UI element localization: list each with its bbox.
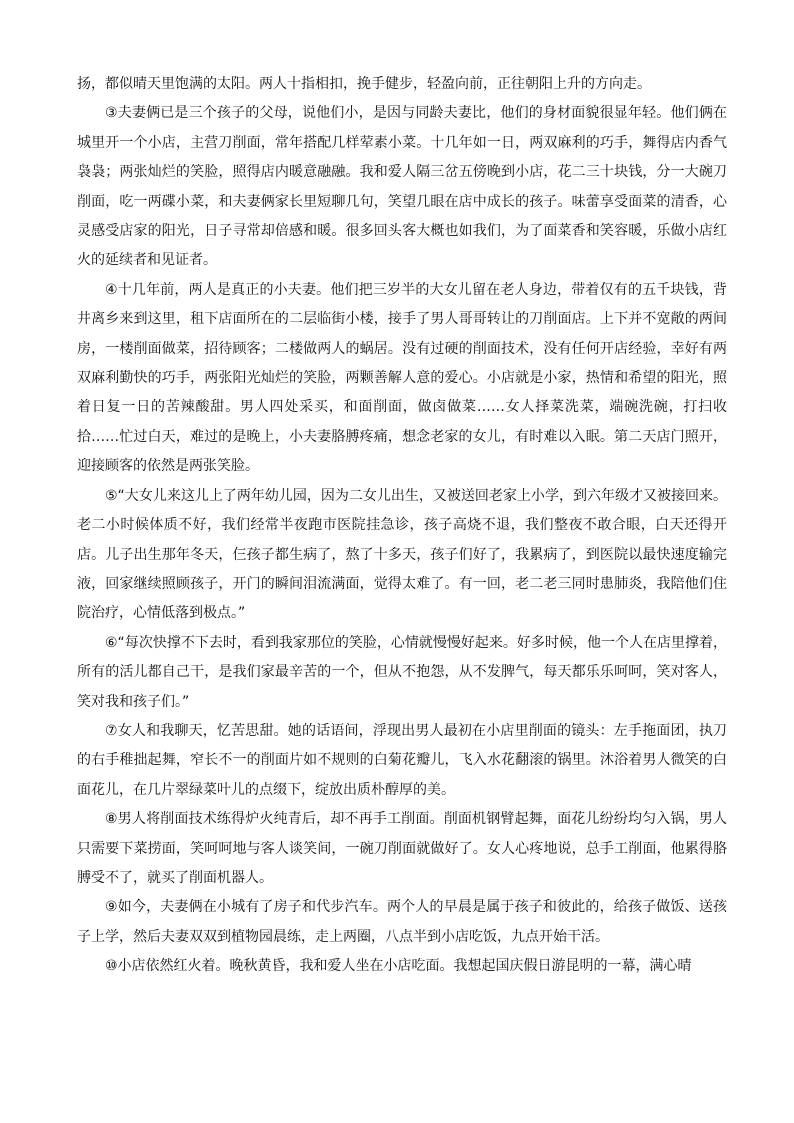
paragraph-continued: 扬，都似晴天里饱满的太阳。两人十指相扣，挽手健步，轻盈向前，正往朝阳上升的方向走。	[77, 76, 651, 92]
paragraph-4: ④十几年前，两人是真正的小夫妻。他们把三岁半的大女儿留在老人身边，带着仅有的五千块钱，背井离乡来到这里，租下店面所在的二层临街小楼，接手了男人哥哥转让的刀削面店。上下并不宽敞的两间房，一楼削面做菜，招待顾客；二楼做两人的蜗居。没有过硬的削面技术，没有任何开店经验，幸好有两双麻利勤快的巧手，两张阳光灿烂的笑脸，两颗善解人意的爱心。小店就是小家，热情和希望的阳光，照着日复一日的苦辣酸甜。男人四处采买，和面削面，做卤做菜……女人择菜洗菜，端碗洗碗，打扫收拾……忙过白天，难过的是晚上，小夫妻胳膊疼痛，想念老家的女儿，有时难以入眠。第二天店门照开，迎接顾客的依然是两张笑脸。	[77, 281, 727, 475]
article-body	[77, 70, 727, 982]
paragraph-3: ③夫妻俩已是三个孩子的父母，说他们小，是因与同龄夫妻比，他们的身材面貌很显年轻。他们俩在城里开一个小店，主营刀削面，常年搭配几样荤素小菜。十几年如一日，两双麻利的巧手，舞得店内香气袅袅；两张灿烂的笑脸，照得店内暖意融融。我和爱人隔三岔五傍晚到小店，花二三十块钱，分一大碗刀削面，吃一两碟小菜，和夫妻俩家长里短聊几句，笑望几眼在店中成长的孩子。味蕾享受面菜的清香，心灵感受店家的阳光，日子寻常却倍感和暖。很多回头客大概也如我们，为了面菜香和笑容暖，乐做小店红火的延续者和见证者。	[77, 105, 727, 269]
paragraph-10: ⑩小店依然红火着。晚秋黄昏，我和爱人坐在小店吃面。我想起国庆假日游昆明的一幕，满心晴	[105, 958, 692, 975]
paragraph-5: ⑤“大女儿来这儿上了两年幼儿园，因为二女儿出生，又被送回老家上小学，到六年级才又被接回来。老二小时候体质不好，我们经常半夜跑市医院挂急诊，孩子高烧不退，我们整夜不敢合眼，白天还得开店。儿子出生那年冬天，仨孩子都生病了，熬了十多天，孩子们好了，我累病了，到医院以最快速度输完液，回家继续照顾孩子，开门的瞬间泪流满面，觉得太难了。有一回，老二老三同时患肺炎，我陪他们住院治疗，心情低落到极点。”	[77, 487, 727, 622]
paragraph-7: ⑦女人和我聊天，忆苦思甜。她的话语间，浮现出男人最初在小店里削面的镜头：左手拖面团，执刀的右手稚拙起舞，窄长不一的削面片如不规则的白菊花瓣儿，飞入水花翻滚的锅里。沐浴着男人微笑的白面花儿，在几片翠绿菜叶儿的点缀下，绽放出质朴醇厚的美。	[77, 722, 727, 798]
paragraph-8: ⑧男人将削面技术练得炉火纯青后，却不再手工削面。削面机钢臂起舞，面花儿纷纷均匀入锅，男人只需要下菜捞面，笑呵呵地与客人谈笑间，一碗刀削面就做好了。女人心疼地说，总手工削面，他累得胳膊受不了，就买了削面机器人。	[77, 811, 727, 886]
paragraph-6: ⑥“每次快撑不下去时，看到我家那位的笑脸，心情就慢慢好起来。好多时候，他一个人在店里撑着，所有的活儿都自己干，是我们家最辛苦的一个，但从不抱怨，从不发脾气，每天都乐乐呵呵，笑对客人，笑对我和孩子们。”	[77, 634, 727, 710]
paragraph-9: ⑨如今，夫妻俩在小城有了房子和代步汽车。两个人的早晨是属于孩子和彼此的，给孩子做饭、送孩子上学，然后夫妻双双到植物园晨练，走上两圈，八点半到小店吃饭，九点开始干活。	[77, 899, 727, 945]
